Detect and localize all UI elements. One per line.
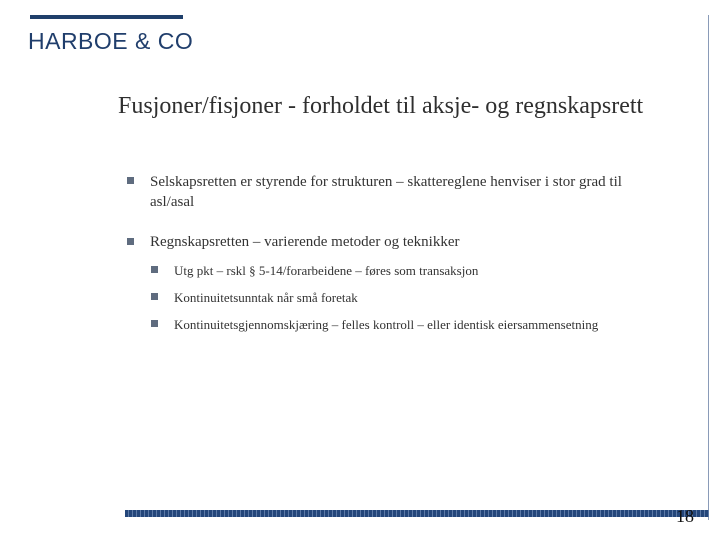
right-border-line bbox=[708, 15, 709, 520]
square-bullet-icon bbox=[151, 320, 158, 327]
logo-bar bbox=[30, 15, 183, 19]
sub-bullet-text: Kontinuitetsgjennomskjæring – felles kontroll – eller identisk eiersammensetning bbox=[174, 317, 599, 332]
sub-bullet-text: Utg pkt – rskl § 5-14/forarbeidene – føres som transaksjon bbox=[174, 263, 479, 278]
footer-pattern-strip bbox=[125, 510, 709, 517]
slide-title: Fusjoner/fisjoner - forholdet til aksje- og regnskapsrett bbox=[118, 93, 644, 119]
square-bullet-icon bbox=[127, 238, 134, 245]
company-logo: HARBOE & CO bbox=[28, 28, 194, 54]
sub-bullet-text: Kontinuitetsunntak når små foretak bbox=[174, 290, 358, 305]
square-bullet-icon bbox=[127, 177, 134, 184]
page-number: 18 bbox=[676, 506, 694, 526]
bullet-text: Selskapsretten er styrende for strukturen – skattereglene henviser i stor grad til asl/asal bbox=[150, 174, 622, 210]
square-bullet-icon bbox=[151, 266, 158, 273]
bullet-text: Regnskapsretten – varierende metoder og teknikker bbox=[150, 234, 460, 250]
square-bullet-icon bbox=[151, 293, 158, 300]
